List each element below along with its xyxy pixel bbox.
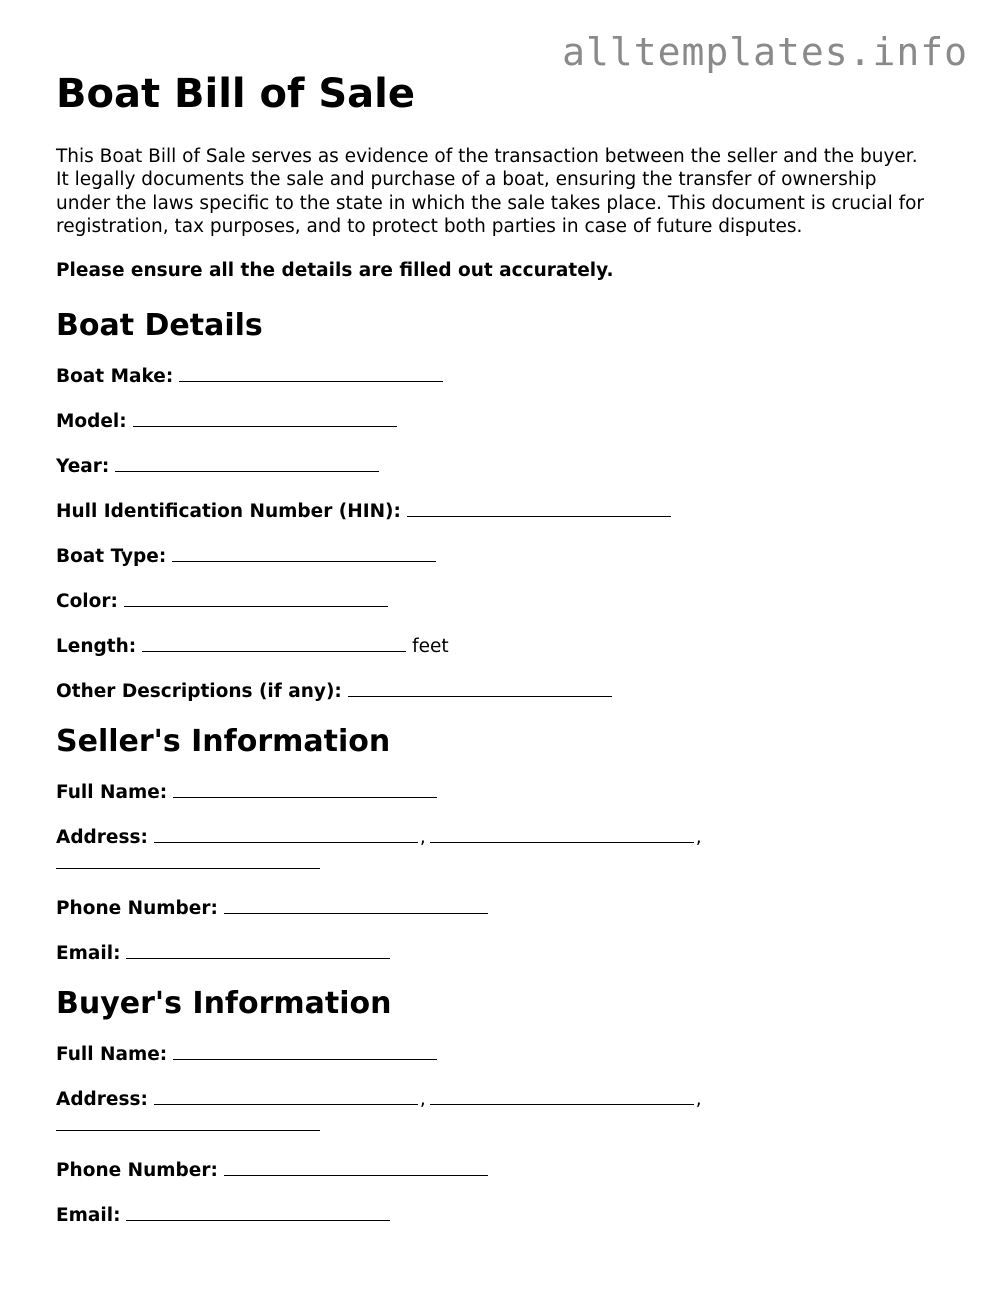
buyer-phone-label: Phone Number: bbox=[56, 1159, 218, 1181]
year-blank[interactable] bbox=[115, 454, 379, 472]
other-descriptions-field bbox=[56, 679, 936, 703]
seller-address-street-blank[interactable] bbox=[154, 825, 418, 843]
buyer-address-city-blank[interactable] bbox=[430, 1087, 694, 1105]
seller-name-blank[interactable] bbox=[173, 780, 437, 798]
color-field bbox=[56, 589, 936, 613]
hin-blank[interactable] bbox=[407, 499, 671, 517]
document-page bbox=[56, 70, 936, 1227]
buyer-phone-blank[interactable] bbox=[224, 1158, 488, 1176]
boat-make-field bbox=[56, 364, 936, 388]
model-label: Model: bbox=[56, 410, 127, 432]
length-field bbox=[56, 634, 936, 658]
seller-section bbox=[56, 724, 936, 965]
comma: , bbox=[695, 826, 702, 848]
buyer-email-label: Email: bbox=[56, 1204, 121, 1226]
buyer-heading: Buyer's Information bbox=[56, 985, 392, 1021]
seller-email-blank[interactable] bbox=[126, 941, 390, 959]
boat-type-label: Boat Type: bbox=[56, 545, 167, 567]
other-descriptions-label: Other Descriptions (if any): bbox=[56, 680, 342, 702]
seller-heading: Seller's Information bbox=[56, 723, 391, 759]
seller-name-label: Full Name: bbox=[56, 781, 168, 803]
color-blank[interactable] bbox=[124, 589, 388, 607]
boat-type-field bbox=[56, 544, 936, 568]
page-title: Boat Bill of Sale bbox=[56, 71, 416, 117]
model-field bbox=[56, 409, 936, 433]
seller-phone-blank[interactable] bbox=[224, 896, 488, 914]
seller-name-field bbox=[56, 780, 936, 804]
comma: , bbox=[419, 826, 426, 848]
intro-paragraph: This Boat Bill of Sale serves as evidence of the transaction between the seller and the buyer. It legally documents the sale and purchase of a boat, ensuring the transfer of ownership under the laws specific to the state in which the sale takes place. This document is crucial for registration, tax purposes, and to protect both parties in case of future disputes. bbox=[56, 146, 925, 238]
boat-make-blank[interactable] bbox=[179, 364, 443, 382]
comma: , bbox=[695, 1088, 702, 1110]
buyer-address-state-blank[interactable] bbox=[56, 1113, 320, 1131]
buyer-section bbox=[56, 986, 936, 1227]
boat-details-heading: Boat Details bbox=[56, 307, 263, 343]
seller-address-label: Address: bbox=[56, 826, 148, 848]
seller-address-state-blank[interactable] bbox=[56, 851, 320, 869]
seller-address-field bbox=[56, 825, 936, 875]
boat-type-blank[interactable] bbox=[172, 544, 436, 562]
model-blank[interactable] bbox=[133, 409, 397, 427]
accuracy-notice: Please ensure all the details are filled out accurately. bbox=[56, 259, 614, 281]
boat-make-label: Boat Make: bbox=[56, 365, 174, 387]
other-descriptions-blank[interactable] bbox=[348, 679, 612, 697]
seller-phone-label: Phone Number: bbox=[56, 897, 218, 919]
buyer-name-label: Full Name: bbox=[56, 1043, 168, 1065]
buyer-name-blank[interactable] bbox=[173, 1042, 437, 1060]
seller-address-city-blank[interactable] bbox=[430, 825, 694, 843]
boat-details-section bbox=[56, 308, 936, 703]
buyer-email-field bbox=[56, 1203, 936, 1227]
color-label: Color: bbox=[56, 590, 118, 612]
buyer-phone-field bbox=[56, 1158, 936, 1182]
length-label: Length: bbox=[56, 635, 137, 657]
seller-email-label: Email: bbox=[56, 942, 121, 964]
comma: , bbox=[419, 1088, 426, 1110]
buyer-address-field bbox=[56, 1087, 936, 1137]
hin-label: Hull Identification Number (HIN): bbox=[56, 500, 401, 522]
year-label: Year: bbox=[56, 455, 110, 477]
length-blank[interactable] bbox=[142, 634, 406, 652]
seller-phone-field bbox=[56, 896, 936, 920]
buyer-address-street-blank[interactable] bbox=[154, 1087, 418, 1105]
buyer-address-label: Address: bbox=[56, 1088, 148, 1110]
buyer-email-blank[interactable] bbox=[126, 1203, 390, 1221]
hin-field bbox=[56, 499, 936, 523]
seller-email-field bbox=[56, 941, 936, 965]
buyer-name-field bbox=[56, 1042, 936, 1066]
length-unit: feet bbox=[412, 635, 449, 657]
watermark: alltemplates.info bbox=[562, 30, 968, 74]
year-field bbox=[56, 454, 936, 478]
